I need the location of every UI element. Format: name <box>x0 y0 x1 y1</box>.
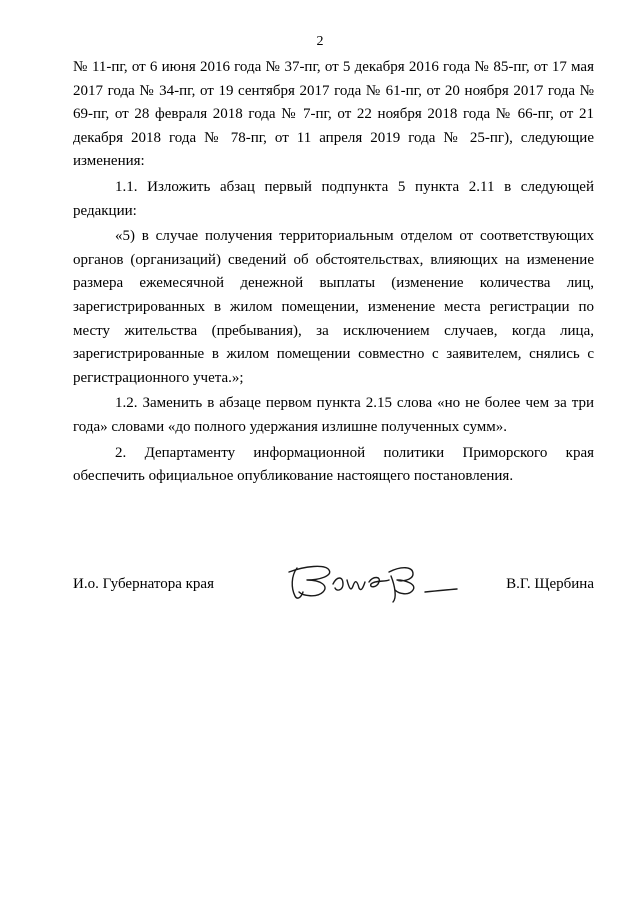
paragraph-quoted-subitem-5: «5) в случае получения территориальным отделом от соответствующих органов (организаций) сведений об обстоятельствах, влияющих на изменение размера ежемесячной денежной выплаты (изменение количества лиц, зарегистрированных в жилом помещении, изменение места регистрации по месту жительства (пребывания), за исключением случаев, когда лица, зарегистрированные в жилом помещении совместно с заявителем, снялись с регистрационного учета.»; <box>73 228 594 386</box>
signatory-position: И.о. Губернатора края <box>73 576 214 592</box>
signature-block <box>73 570 594 610</box>
document-body <box>73 56 594 489</box>
signatory-name: В.Г. Щербина <box>506 576 594 592</box>
handwritten-signature <box>285 558 461 606</box>
paragraph-preamble-continuation: № 11-пг, от 6 июня 2016 года № 37-пг, от 5 декабря 2016 года № 85-пг, от 17 мая 2017 года № 34-пг, от 19 сентября 2017 года № 61-пг, от 20 ноября 2017 года № 69-пг, от 28 февраля 2018 года № 7-пг, от 22 ноября 2018 года № 66-пг, от 21 декабря 2018 года № 78-пг, от 11 апреля 2019 года № 25-пг), следующие изменения: <box>73 59 594 170</box>
paragraph-item-1-2: 1.2. Заменить в абзаце первом пункта 2.15 слова «но не более чем за три года» словами «до полного удержания излишне полученных сумм». <box>73 395 594 435</box>
paragraph-item-1-1: 1.1. Изложить абзац первый подпункта 5 пункта 2.11 в следующей редакции: <box>73 178 594 219</box>
paragraph-item-2: 2. Департаменту информационной политики Приморского края обеспечить официальное опубликование настоящего постановления. <box>73 444 594 485</box>
page-number: 2 <box>316 34 324 49</box>
